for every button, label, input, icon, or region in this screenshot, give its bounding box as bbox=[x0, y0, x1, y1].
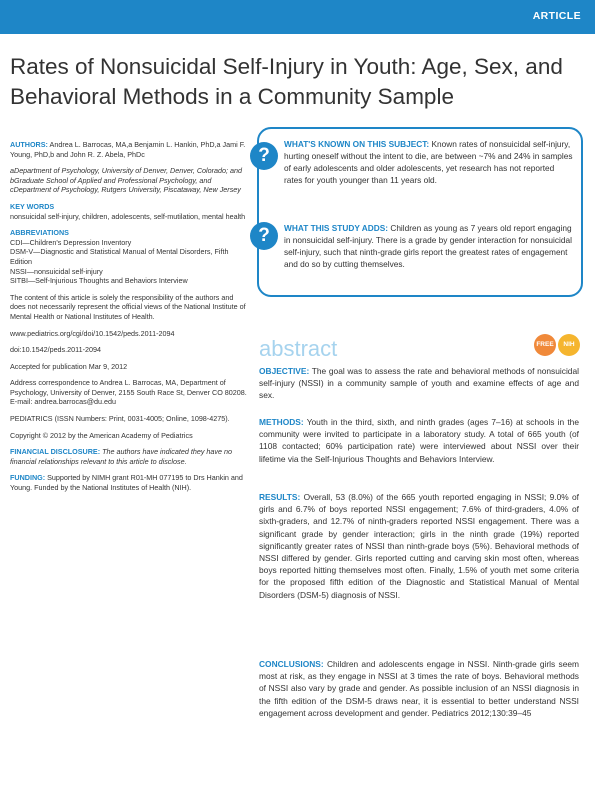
abstract-results: RESULTS: Overall, 53 (8.0%) of the 665 youth reported engaging in NSSI; 9.0% of girls and 6.7% of boys reported NSSI engagement; 7.6% of third-graders, 4.0% of sixth-graders, and 12.7% of ninth-graders reported NSSI engagement. There was a significant grade by gender interaction; girls in the ninth grade (19%) reported significantly greater rates of NSSI than ninth-grade boys (5%). Behavioral methods of NSSI differed by gender. Girls reported cutting and carving skin most often, whereas boys reported hitting themselves most often. Finally, 1.5% of youth met some criteria for the proposed fifth edition of the Diagnostic and Statistical Manual of Mental Disorders (DSM-5) diagnosis of NSSI. bbox=[259, 492, 580, 600]
whats-known: WHAT'S KNOWN ON THIS SUBJECT: Known rates of nonsuicidal self-injury, hurting oneself without the intent to die, are between ~7% and 24% in samples of early adolescents and older adolescents, yet research has not reported rates for youth younger than 11 years old. bbox=[284, 139, 573, 185]
issn: PEDIATRICS (ISSN Numbers: Print, 0031-4005; Online, 1098-4275). bbox=[10, 414, 230, 424]
abbreviation-item: SITBI—Self-Injurious Thoughts and Behaviors Interview bbox=[10, 276, 188, 286]
accepted-date: Accepted for publication Mar 9, 2012 bbox=[10, 361, 128, 371]
affiliations: aDepartment of Psychology, University of Denver, Denver, Colorado; and bGraduate School of Applied and Professional Psychology, and cDepartment of Psychology, Rutgers University, Piscataway, New Jersey bbox=[10, 166, 242, 195]
what-study-adds: WHAT THIS STUDY ADDS: Children as young as 7 years old report engaging in nonsuicidal self-injury. There is a grade by gender interaction for nonsuicidal self-injury, such that ninth-grade girls report the greatest rates of engagement and do so by cutting themselves. bbox=[284, 223, 572, 269]
abbreviations: ABBREVIATIONS CDI—Children's Depression Inventory DSM-V—Diagnostic and Statistical Manual of Mental Disorders, Fifth Edition NSSI—nonsuicidal self-injury SITBI—Self-Injurious Thoughts and Behaviors Interview bbox=[10, 228, 250, 286]
article-type-label: ARTICLE bbox=[532, 10, 581, 22]
funding: FUNDING: Supported by NIMH grant R01-MH 077195 to Drs Hankin and Young. Funded by the National Institutes of Health (NIH). bbox=[10, 473, 243, 493]
abstract-conclusions: CONCLUSIONS: Children and adolescents engage in NSSI. Ninth-grade girls seem most at risk, as they engage in NSSI at 3 times the rate of boys. Behavioral methods of NSSI also vary by grade and gender. As possible inclusion of an NSSI diagnosis in the fifth edition of the DSM-5 draws near, it is essential to better understand NSSI engagement across development and gender. Pediatrics 2012;130:39–45 bbox=[259, 659, 579, 718]
authors: AUTHORS: Andrea L. Barrocas, MA,a Benjamin L. Hankin, PhD,a Jami F. Young, PhD,b and John R. Z. Abela, PhDc bbox=[10, 140, 246, 159]
copyright: Copyright © 2012 by the American Academy of Pediatrics bbox=[10, 430, 193, 440]
nih-badge: NIH bbox=[558, 334, 580, 356]
correspondence: Address correspondence to Andrea L. Barrocas, MA, Department of Psychology, University of Denver, 2155 South Race St, Denver CO 80208. E-mail: andrea.barrocas@du.edu bbox=[10, 378, 247, 407]
abstract-objective: OBJECTIVE: The goal was to assess the rate and behavioral methods of nonsuicidal self-injury (NSSI) in a community sample of youth and examine effects of age and sex. bbox=[259, 366, 579, 401]
responsibility-note: The content of this article is solely the responsibility of the authors and does not necessarily represent the official views of the National Institute of Mental Health or National Institutes of Health. bbox=[10, 292, 246, 321]
doi: doi:10.1542/peds.2011-2094 bbox=[10, 345, 101, 355]
question-mark-icon: ? bbox=[250, 222, 278, 250]
header-band bbox=[0, 0, 595, 34]
abbreviation-item: CDI—Children's Depression Inventory bbox=[10, 237, 132, 247]
key-words: KEY WORDS nonsuicidal self-injury, children, adolescents, self-mutilation, mental health bbox=[10, 201, 246, 221]
abbreviation-item: DSM-V—Diagnostic and Statistical Manual of Mental Disorders, Fifth Edition bbox=[10, 247, 229, 266]
left-column bbox=[10, 140, 250, 500]
article-title: Rates of Nonsuicidal Self-Injury in Youth: Age, Sex, and Behavioral Methods in a Community Sample bbox=[10, 54, 563, 109]
free-badge: FREE bbox=[534, 334, 556, 356]
question-mark-icon: ? bbox=[250, 142, 278, 170]
abstract-methods: METHODS: Youth in the third, sixth, and ninth grades (ages 7–16) at schools in the community were invited to participate in a laboratory study. A total of 665 youth (of 1108 contacted; 60% participation rate) were interviewed about NSSI over their lifetime via the Self-Injurious Thoughts and Behaviors Interview. bbox=[259, 417, 579, 464]
abstract-heading: abstract bbox=[259, 336, 338, 361]
financial-disclosure: FINANCIAL DISCLOSURE: The authors have indicated they have no financial relationships relevant to this article to disclose. bbox=[10, 447, 232, 466]
abbreviation-item: NSSI—nonsuicidal self-injury bbox=[10, 266, 103, 276]
article-url[interactable]: www.pediatrics.org/cgi/doi/10.1542/peds.2011-2094 bbox=[10, 328, 175, 338]
